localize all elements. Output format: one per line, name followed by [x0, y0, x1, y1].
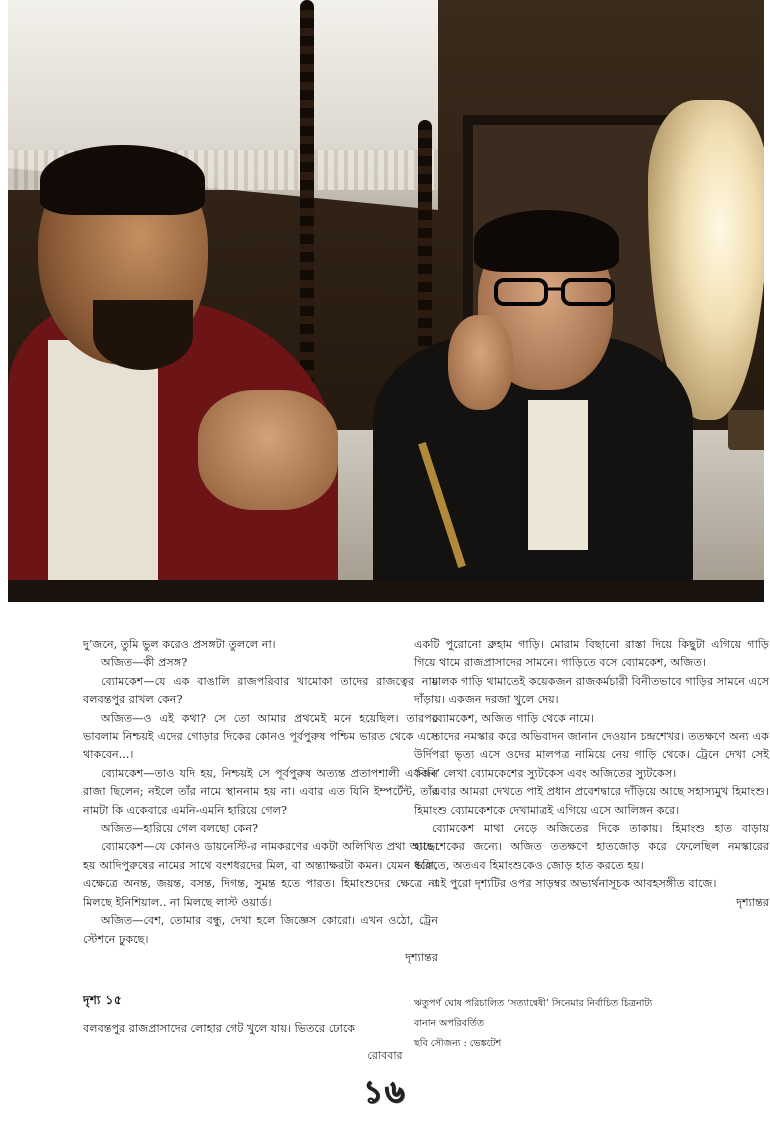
paragraph: ব্যোমকেশ—তাও যদি হয়, নিশ্চয়ই সে পূর্বপুরুষ অত্যন্ত প্রতাপশালী একজন রাজা ছিলেন; নইলে তাঁর নামে স্থাননাম হয় না। এবার এত যিনি ইম্পর্টেন্ট, তাঁর নামটা কি একেবারে এমনি-এমনি হারিয়ে গেল?: [83, 766, 438, 817]
left-text-column: [83, 636, 438, 967]
scene-first-line: বলবন্তপুর রাজপ্রাসাদের লোহার গেট খুলে যায়। ভিতরে ঢোকে: [83, 1022, 356, 1035]
paragraph: অজিত—হারিয়ে গেল বলছো কেন?: [101, 822, 259, 836]
paragraph: দু’জনে, তুমি ভুল করেও প্রসঙ্গটা তুললে না।: [83, 638, 276, 651]
paragraph: একটি পুরোনো ব্রুহাম গাড়ি। মোরাম বিছানো রাস্তা দিয়ে কিছুটা এগিয়ে গাড়ি গিয়ে থামে রাজপ্রাসাদের সামনে। গাড়িতে বসে ব্যোমকেশ, অজিত।: [414, 638, 769, 670]
paragraph: এই পুরো দৃশ্যটির ওপর সাড়ম্বর অভ্যর্থনাসূচক আবহসঙ্গীত বাজে।: [432, 877, 717, 891]
man-right-shirt: [528, 400, 588, 550]
credit-line: বানান অপরিবর্তিত: [414, 1018, 485, 1029]
bed-edge: [8, 580, 764, 602]
man-right-hair: [474, 210, 619, 272]
credits-block: [414, 994, 714, 1054]
paragraph: ব্যোমকেশ—যে কোনও ডায়নেস্টি-র নামকরণের একটা অলিখিত প্রথা আছে। হয় আদিপুরুষের নামের সাথে বংশধরদের মিল, বা অন্ত্যাক্ষরটা কমন। যেমন ধরো, এক্ষেত্রে অনন্ত, জয়ন্ত, বসন্ত, দিগন্ত, সুমন্ত হতে পারত। হিমাংশুদের ক্ষেত্রে না মিলছে ইনিশিয়াল.. না মিলছে লাস্ট ওয়ার্ড।: [83, 840, 438, 909]
lamp-base: [728, 410, 764, 450]
man-right-hand: [448, 315, 513, 410]
eyeglasses-icon: [493, 277, 618, 307]
credit-line: ছবি সৌজন্য : ভেঙ্কটেশ: [414, 1038, 502, 1049]
scene-transition-label: দৃশ্যান্তর: [405, 950, 438, 964]
paragraph: অজিত—কী প্রসঙ্গ?: [101, 656, 188, 670]
paragraph: তাদের নমস্কার করে অভিবাদন জানান দেওয়ান চন্দ্রশেখর। ততক্ষণে অন্য এক উর্দিপরা ভৃত্য এসে ওদের মালপত্র নামিয়ে নেয় গাড়ি থেকে। ট্রেনে দেখা সেই ‘বিবি’ লেখা ব্যোমকেশের স্যুটকেস এবং অজিতের স্যুটকেস।: [414, 730, 769, 780]
scene-transition-label: দৃশ্যান্তর: [736, 895, 769, 909]
bed-post-left: [300, 0, 314, 420]
paragraph: ব্যোমকেশ মাথা নেড়ে অজিতের দিকে তাকায়। হিমাংশু হাত বাড়ায় হ্যান্ডশেকের জন্যে। অজিত ততক্ষণে হাতজোড় করে ফেলেছিল নমস্কারের ভঙ্গিতে, অতএব হিমাংশুকেও জোড় হাত করতে হয়।: [414, 822, 769, 872]
page-footer: [0, 1047, 770, 1119]
paragraph: এবার আমরা দেখতে পাই প্রধান প্রবেশদ্বারে দাঁড়িয়ে আছে সহাস্যমুখ হিমাংশু। হিমাংশু ব্যোমকেশকে দেখামাত্রই এগিয়ে এসে আলিঙ্গন করে।: [414, 785, 769, 817]
paragraph: অজিত—ও এই কথা? সে তো আমার প্রথমেই মনে হয়েছিল। তারপর ভাবলাম নিশ্চয়ই এদের গোড়ার দিকের কোনও পূর্বপুরুষ পশ্চিম ভারত থেকে এসে থাকবেন...।: [83, 711, 438, 762]
page-number: ১৬: [363, 1075, 407, 1110]
scene-heading: দৃশ্য ১৫: [83, 993, 123, 1007]
paragraph: চালক গাড়ি থামাতেই কয়েকজন রাজকর্মচারী বিনীতভাবে গাড়ির সামনে এসে দাঁড়ায়। একজন দরজা খুলে দেয়।: [414, 674, 769, 707]
film-still-photo: [8, 0, 764, 602]
right-text-column: [414, 636, 769, 912]
magazine-name: রোববার: [367, 1049, 403, 1062]
man-left-beard: [93, 300, 193, 370]
man-left-shirt: [48, 340, 158, 602]
paragraph: ব্যোমকেশ, অজিত গাড়ি থেকে নামে।: [432, 711, 594, 725]
paragraph: ব্যোমকেশ—যে এক বাঙালি রাজপরিবার খামোকা তাদের রাজত্বের নাম বলবন্তপুর রাখল কেন?: [83, 674, 438, 707]
man-left-hands: [198, 390, 338, 510]
man-left-hair: [40, 145, 205, 215]
paragraph: অজিত—বেশ, তোমার বন্ধু, দেখা হলে জিজ্ঞেস কোরো। এখন ওঠো, ট্রেন স্টেশনে ঢুকছে।: [83, 914, 438, 946]
credit-line: ঋতুপর্ণ ঘোষ পরিচালিত ‘সত্যান্বেষী’ সিনেমার নির্বাচিত চিত্রনাট্য: [414, 998, 653, 1009]
